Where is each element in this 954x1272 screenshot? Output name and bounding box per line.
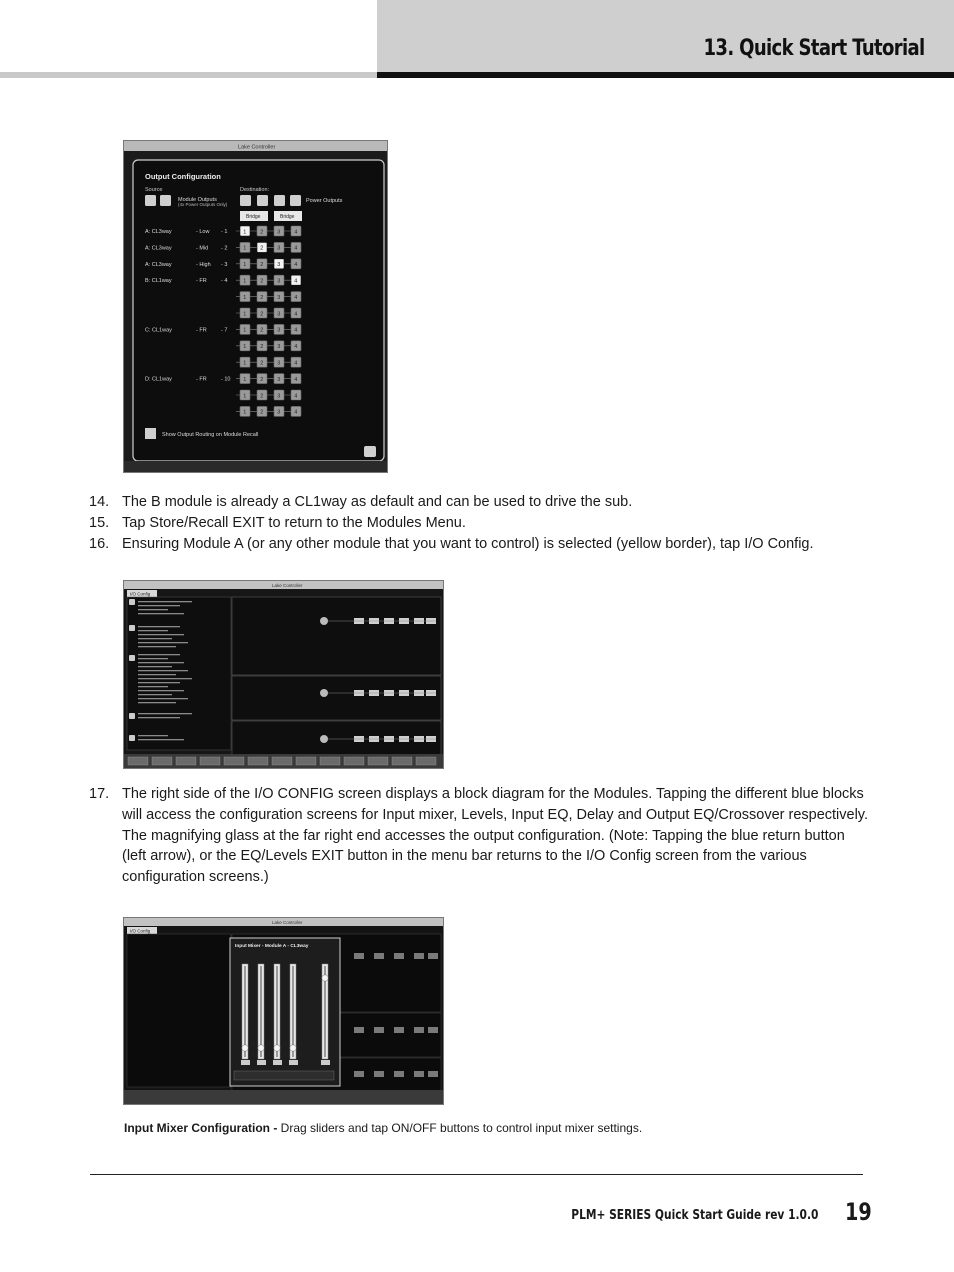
menu-button[interactable] xyxy=(176,757,196,765)
output-route-number: 4 xyxy=(294,262,298,269)
menu-button[interactable] xyxy=(320,757,340,765)
output-route-number: 4 xyxy=(294,344,298,351)
output-route-number: 4 xyxy=(294,278,298,285)
menu-button[interactable] xyxy=(416,757,436,765)
source-label: Source xyxy=(145,187,163,193)
output-route-number: 4 xyxy=(294,327,298,334)
output-route-number: 2 xyxy=(260,360,264,367)
step-text: The B module is already a CL1way as default and can be used to drive the sub. xyxy=(122,494,633,510)
menu-button[interactable] xyxy=(248,757,268,765)
step-text: Tap Store/Recall EXIT to return to the Modules Menu. xyxy=(122,514,466,531)
row-module-label: B: CL1way xyxy=(145,278,172,285)
output-route-number: 3 xyxy=(277,327,281,334)
panel-title: Output Configuration xyxy=(145,172,221,181)
io-config-tab: I/O Config xyxy=(130,591,151,597)
mixer-onoff-button[interactable] xyxy=(241,1060,250,1065)
input-mixer-image xyxy=(124,918,443,1104)
step-number: 17. xyxy=(89,786,110,802)
module-outputs-label: Module Outputs xyxy=(178,197,217,203)
mixer-onoff-button[interactable] xyxy=(257,1060,266,1065)
mixer-slider-handle[interactable] xyxy=(258,1045,264,1051)
power-outputs-label: Power Outputs xyxy=(306,198,343,204)
row-module-label: A: CL3way xyxy=(145,261,172,268)
output-route-number: 3 xyxy=(277,360,281,367)
output-config-image xyxy=(124,141,387,472)
output-route-number: 1 xyxy=(243,393,247,400)
io-config-tab: I/O Config xyxy=(130,928,151,934)
output-route-number: 3 xyxy=(277,262,281,269)
output-route-number: 3 xyxy=(277,409,281,416)
step-item xyxy=(89,534,869,555)
header-black-rule xyxy=(377,72,954,78)
output-route-number: 4 xyxy=(294,360,298,367)
mixer-onoff-button[interactable] xyxy=(289,1060,298,1065)
output-route-number: 1 xyxy=(243,262,247,269)
menu-button[interactable] xyxy=(224,757,244,765)
row-index-label: - 4 xyxy=(221,278,228,285)
output-route-number: 3 xyxy=(277,311,281,318)
row-band-label: - Low xyxy=(196,229,210,235)
return-button[interactable] xyxy=(364,446,376,457)
menu-button[interactable] xyxy=(128,757,148,765)
menu-button[interactable] xyxy=(368,757,388,765)
mixer-onoff-button[interactable] xyxy=(273,1060,282,1065)
row-module-label: A: CL3way xyxy=(145,245,172,252)
output-route-number: 1 xyxy=(243,278,247,285)
output-route-number: 1 xyxy=(243,311,247,318)
window-title: Lake Controller xyxy=(272,583,303,588)
row-index-label: - 1 xyxy=(221,229,228,235)
step-item xyxy=(89,492,869,513)
bridge-label-1: Bridge xyxy=(246,214,261,220)
caption-bold: Input Mixer Configuration - xyxy=(124,1121,278,1135)
io-config-image xyxy=(124,581,443,768)
step-text: The right side of the I/O CONFIG screen displays a block diagram for the Modules. Tapping the different blue blocks will access the configuration screens for Input mixer, Levels, Input EQ, Delay and Output EQ/Crossover respectively. The magnifying glass at the far right end accesses the output configuration. (Note: Tapping the blue return button (left arrow), or the EQ/Levels EXIT button in the menu bar returns to the I/O Config screen from the various configuration screens.) xyxy=(122,786,869,886)
figure-caption xyxy=(124,1121,642,1135)
menu-button[interactable] xyxy=(344,757,364,765)
row-band-label: - High xyxy=(196,261,211,268)
chapter-title: 13. Quick Start Tutorial xyxy=(703,36,925,61)
output-route-number: 2 xyxy=(260,245,264,252)
module-outputs-sub: (4x Power Outputs Only) xyxy=(178,202,228,207)
caption-text: Drag sliders and tap ON/OFF buttons to control input mixer settings. xyxy=(277,1121,643,1135)
output-route-number: 3 xyxy=(277,229,281,236)
output-route-number: 2 xyxy=(260,393,264,400)
output-route-number: 4 xyxy=(294,376,298,383)
output-route-number: 2 xyxy=(260,311,264,318)
output-route-number: 3 xyxy=(277,376,281,383)
row-module-label: A: CL3way xyxy=(145,229,172,235)
input-mixer-title: Input Mixer - Module A - CL3way xyxy=(235,944,309,949)
output-route-number: 4 xyxy=(294,393,298,400)
output-route-number: 2 xyxy=(260,294,264,301)
page-number: 19 xyxy=(845,1198,872,1226)
output-route-number: 2 xyxy=(260,278,264,285)
steps-list-a xyxy=(89,492,869,554)
screenshot-output-configuration xyxy=(123,140,388,473)
menu-button[interactable] xyxy=(200,757,220,765)
row-band-label: - FR xyxy=(196,278,207,285)
header-left-rule xyxy=(0,72,377,78)
step-number: 16. xyxy=(89,535,110,552)
show-routing-label: Show Output Routing on Module Recall xyxy=(162,432,259,438)
row-band-label: - FR xyxy=(196,327,207,334)
output-route-number: 4 xyxy=(294,245,298,252)
window-title: Lake Controller xyxy=(272,920,303,925)
row-band-label: - FR xyxy=(196,376,207,383)
output-route-number: 2 xyxy=(260,262,264,269)
output-route-number: 1 xyxy=(243,344,247,351)
step-text: Ensuring Module A (or any other module that you want to control) is selected (yellow border), tap I/O Config. xyxy=(122,535,814,552)
row-module-label: D: CL1way xyxy=(145,376,172,383)
output-route-number: 3 xyxy=(277,278,281,285)
step-item xyxy=(89,784,869,888)
destination-label: Destination: xyxy=(240,187,270,193)
output-route-number: 2 xyxy=(260,229,264,236)
menu-button[interactable] xyxy=(152,757,172,765)
row-index-label: - 3 xyxy=(221,261,228,268)
output-route-number: 1 xyxy=(243,229,247,236)
screenshot-io-config xyxy=(123,580,444,769)
output-route-number: 2 xyxy=(260,409,264,416)
output-route-number: 3 xyxy=(277,344,281,351)
row-index-label: - 10 xyxy=(221,376,231,383)
output-route-number: 1 xyxy=(243,294,247,301)
output-route-number: 2 xyxy=(260,344,264,351)
menu-button[interactable] xyxy=(272,757,292,765)
output-route-number: 4 xyxy=(294,311,298,318)
output-route-number: 1 xyxy=(243,409,247,416)
output-route-number: 3 xyxy=(277,393,281,400)
menu-button[interactable] xyxy=(392,757,412,765)
output-route-number: 1 xyxy=(243,360,247,367)
step-item xyxy=(89,513,869,534)
show-routing-checkbox[interactable] xyxy=(145,428,156,439)
mixer-onoff-button[interactable] xyxy=(321,1060,330,1065)
row-module-label: C: CL1way xyxy=(145,327,172,334)
output-route-number: 3 xyxy=(277,294,281,301)
output-route-number: 1 xyxy=(243,376,247,383)
step-number: 15. xyxy=(89,514,110,531)
output-route-number: 2 xyxy=(260,376,264,383)
output-route-number: 1 xyxy=(243,327,247,334)
output-route-number: 4 xyxy=(294,294,298,301)
mixer-slider-handle[interactable] xyxy=(290,1045,296,1051)
row-index-label: - 2 xyxy=(221,245,228,252)
step-number: 14. xyxy=(89,494,110,510)
row-band-label: - Mid xyxy=(196,245,209,252)
menu-button[interactable] xyxy=(296,757,316,765)
window-title: Lake Controller xyxy=(238,144,276,151)
output-route-number: 2 xyxy=(260,327,264,334)
output-route-number: 4 xyxy=(294,409,298,416)
bridge-label-2: Bridge xyxy=(280,214,295,220)
row-index-label: - 7 xyxy=(221,327,228,334)
steps-list-b xyxy=(89,784,869,888)
mixer-slider-handle[interactable] xyxy=(322,975,328,981)
output-route-number: 1 xyxy=(243,245,247,252)
mixer-slider-handle[interactable] xyxy=(242,1045,248,1051)
output-route-number: 3 xyxy=(277,245,281,252)
output-route-number: 4 xyxy=(294,229,298,236)
footer-guide-title: PLM+ SERIES Quick Start Guide rev 1.0.0 xyxy=(570,1208,818,1223)
mixer-slider-handle[interactable] xyxy=(274,1045,280,1051)
footer-rule xyxy=(90,1174,863,1175)
screenshot-input-mixer xyxy=(123,917,444,1105)
